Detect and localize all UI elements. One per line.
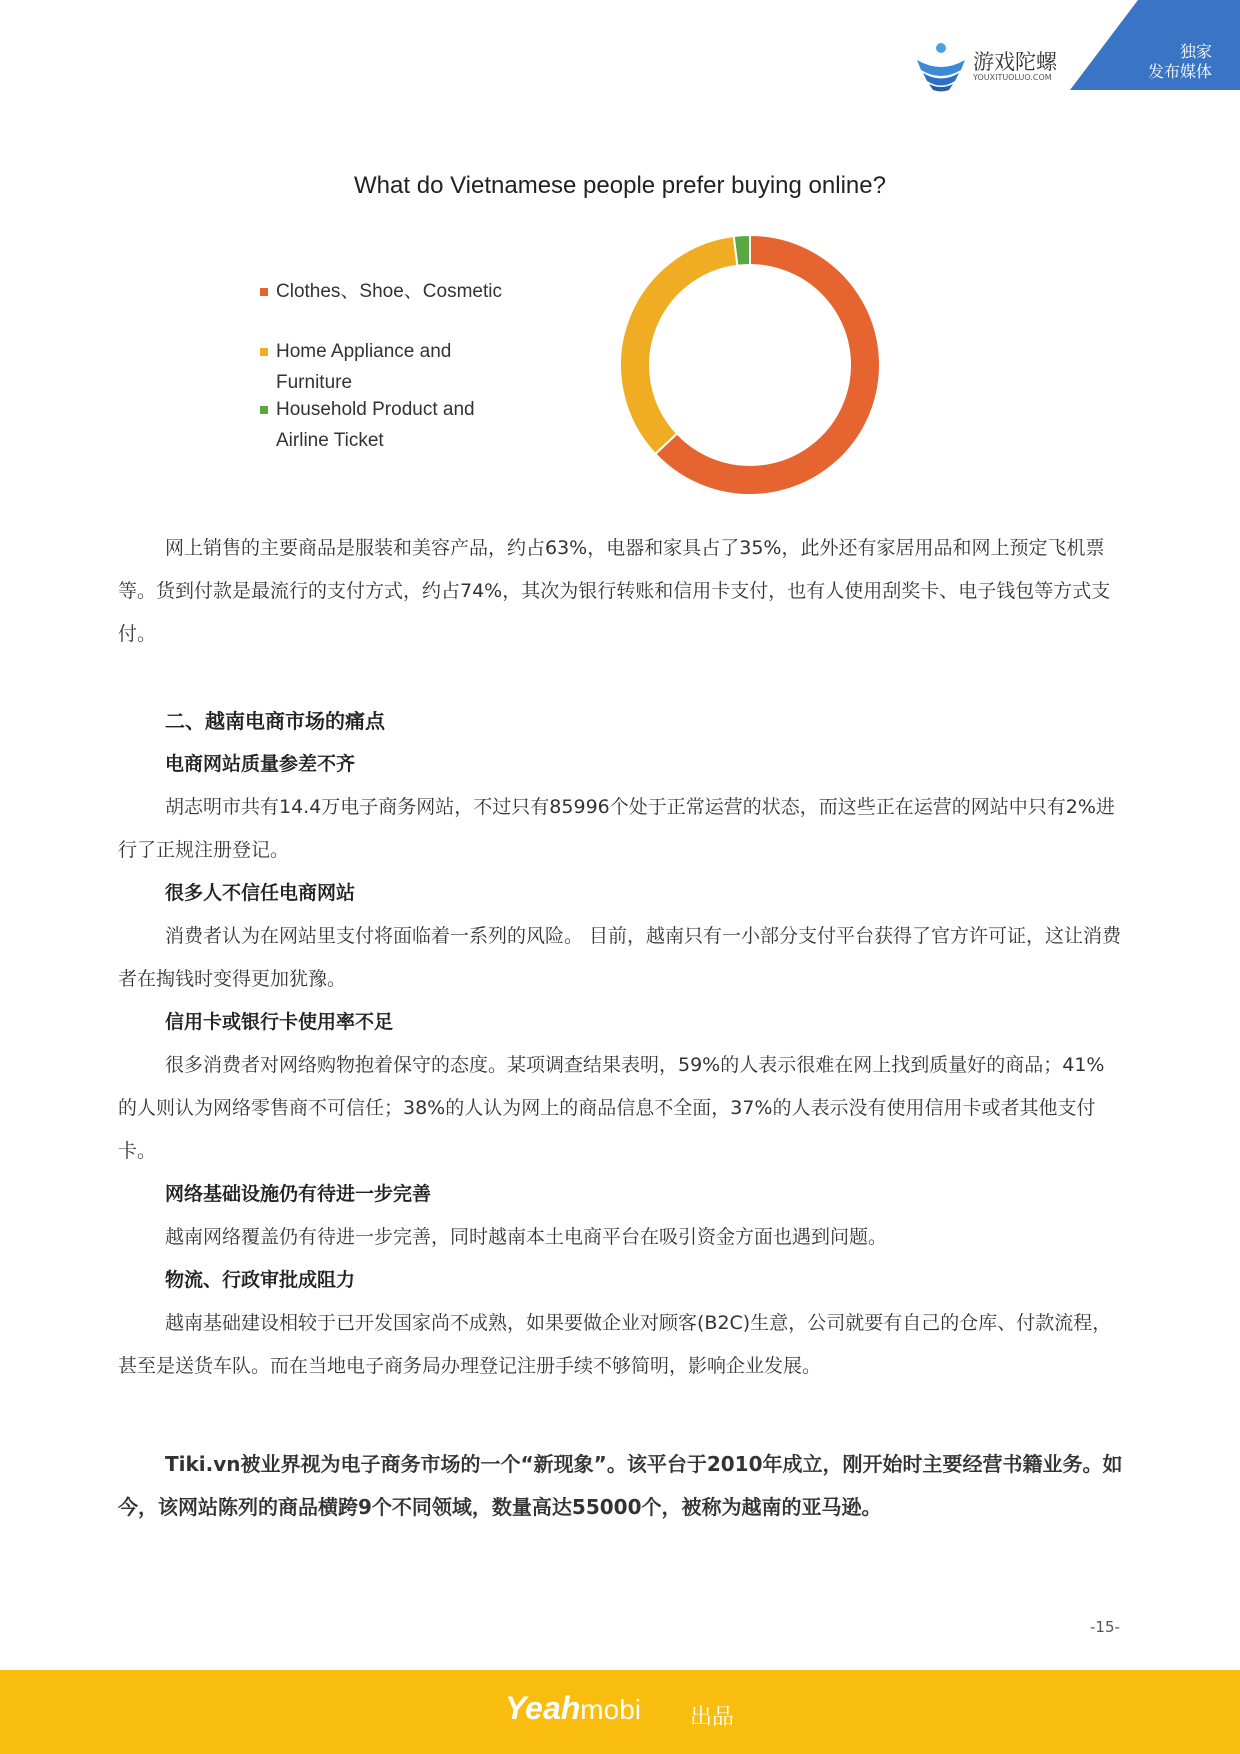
brand-bold: Yeah [505,1690,581,1726]
footer-bar [0,1670,1240,1754]
legend-item [260,276,516,307]
legend-swatch [260,348,268,356]
logo-text: 游戏陀螺 [973,49,1057,74]
donut-slice [620,236,737,454]
subheading: 很多人不信任电商网站 [165,882,356,904]
logo [915,40,1057,92]
subheading: 电商网站质量参差不齐 [165,753,356,775]
header-tag [1148,42,1212,82]
gyro-logo-icon [915,40,967,92]
legend-label: Household Product and [276,399,475,420]
paragraph: 越南基础建设相较于已开发国家尚不成熟，如果要做企业对顾客(B2C)生意，公司就要有自己的仓库、付款流程，甚至是送货车队。而在当地电子商务局办理登记注册手续不够简明，影响企业发展。 [118,1312,1112,1377]
section-heading: 二、越南电商市场的痛点 [165,709,385,733]
legend-label: Clothes、Shoe、Cosmetic [276,281,502,302]
tag-line: 独家 [1179,42,1212,61]
body-text [118,527,1123,656]
legend-swatch [260,288,268,296]
legend-swatch [260,406,268,414]
paragraph: 胡志明市共有14.4万电子商务网站，不过只有85996个处于正常运营的状态，而这些正在运营的网站中只有2%进行了正规注册登记。 [118,796,1115,861]
subheading: 网络基础设施仍有待进一步完善 [165,1183,432,1205]
tag-line: 发布媒体 [1147,62,1212,81]
subheading: 物流、行政审批成阻力 [165,1269,356,1291]
donut-chart [600,220,900,510]
body-text [118,700,1123,1388]
paragraph: 网上销售的主要商品是服装和美容产品，约占63%，电器和家具占了35%，此外还有家居用品和网上预定飞机票等。货到付款是最流行的支付方式，约占74%，其次为银行转账和信用卡支付，也有人使用刮奖卡、电子钱包等方式支付。 [118,537,1111,645]
page-number: -15- [1090,1618,1120,1636]
legend-item [260,394,516,456]
legend-label: Home Appliance and [276,341,452,362]
logo-subtext: YOUXITUOLUO.COM [973,72,1052,82]
subheading: 信用卡或银行卡使用率不足 [165,1011,394,1033]
legend-label: Airline Ticket [276,430,384,451]
legend-item [260,336,516,398]
paragraph: 消费者认为在网站里支付将面临着一系列的风险。 目前，越南只有一小部分支付平台获得了官方许可证，这让消费者在掏钱时变得更加犹豫。 [118,925,1122,990]
brand-light: mobi [580,1694,641,1725]
paragraph: 很多消费者对网络购物抱着保守的态度。某项调查结果表明，59%的人表示很难在网上找到质量好的商品；41%的人则认为网络零售商不可信任；38%的人认为网上的商品信息不全面，37%的人表示没有使用信用卡或者其他支付卡。 [118,1054,1105,1162]
legend-label: Furniture [276,372,353,393]
paragraph: 越南网络覆盖仍有待进一步完善，同时越南本土电商平台在吸引资金方面也遇到问题。 [165,1226,888,1248]
chart-title: What do Vietnamese people prefer buying online? [354,172,886,199]
donut-slice [734,235,750,266]
footer-suffix: 出品 [690,1705,735,1730]
paragraph: Tiki.vn被业界视为电子商务市场的一个“新现象”。该平台于2010年成立，刚开始时主要经营书籍业务。如今，该网站陈列的商品横跨9个不同领域，数量高达55000个，被称为越南的亚马逊。 [118,1452,1123,1519]
yeahmobi-logo [505,1690,641,1727]
body-text [118,1443,1123,1529]
